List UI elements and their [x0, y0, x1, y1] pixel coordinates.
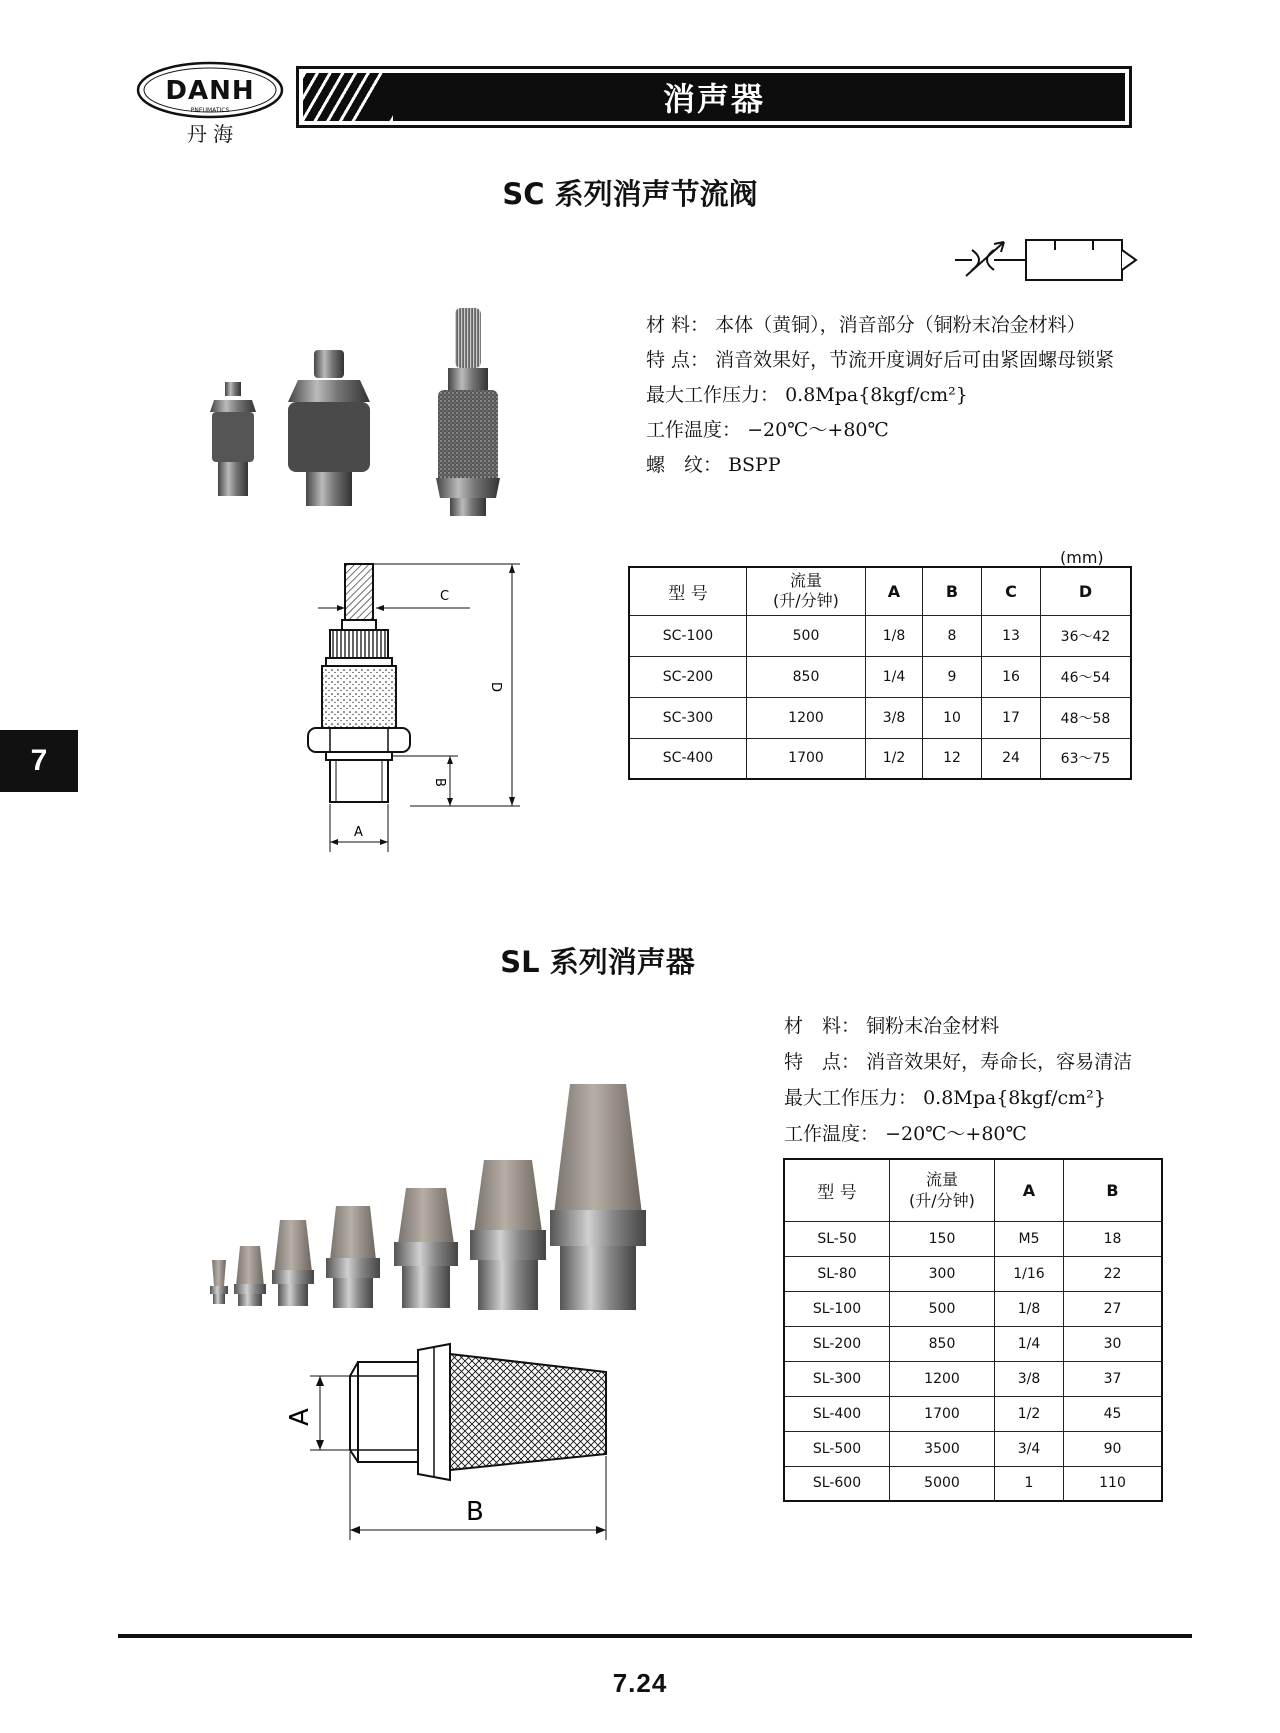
table-row: SL-50 150 M5 18: [784, 1221, 1162, 1256]
sl-spec-features: 特 点： 消音效果好，寿命长，容易清洁: [784, 1051, 1133, 1073]
table-row: SC-300 1200 3/8 10 17 48～58: [629, 697, 1131, 738]
sc-product-photos: [200, 300, 560, 525]
table-row: SL-100 500 1/8 27: [784, 1291, 1162, 1326]
title-banner: [296, 66, 1132, 128]
table-row: SC-100 500 1/8 8 13 36～42: [629, 615, 1131, 656]
sl-spec-max-pressure: 最大工作压力： 0.8Mpa{8kgf/cm²}: [784, 1087, 1106, 1109]
svg-text:D: D: [488, 682, 503, 693]
sl-section-title: SL 系列消声器: [500, 945, 695, 979]
logo-chinese-name: 丹 海: [186, 122, 234, 146]
sl-spec-material: 材 料： 铜粉末冶金材料: [784, 1015, 1000, 1037]
svg-text:B: B: [432, 778, 447, 787]
table-row: SL-500 3500 3/4 90: [784, 1431, 1162, 1466]
sc-unit-label: (mm): [1060, 548, 1104, 567]
sl-spec-list: [784, 1008, 1132, 1152]
sl-spec-table: [783, 1158, 1163, 1502]
sc-section-title: SC 系列消声节流阀: [502, 177, 758, 211]
svg-text:B: B: [466, 1497, 484, 1527]
brand-logo: [135, 60, 285, 146]
svg-text:A: A: [285, 1408, 315, 1426]
sc-spec-thread: 螺 纹： BSPP: [646, 454, 781, 476]
page-title: 消声器: [662, 80, 765, 118]
table-row: SL-200 850 1/4 30: [784, 1326, 1162, 1361]
chapter-tab: 7: [0, 730, 78, 792]
table-row: SC-400 1700 1/2 12 24 63～75: [629, 738, 1131, 779]
logo-subtext: PNEUMATICS: [190, 107, 230, 114]
sc-spec-temperature: 工作温度： −20℃～+80℃: [646, 419, 889, 441]
sc-spec-max-pressure: 最大工作压力： 0.8Mpa{8kgf/cm²}: [646, 384, 968, 406]
table-row: SL-300 1200 3/8 37: [784, 1361, 1162, 1396]
page-number: 7.24: [612, 1668, 668, 1698]
sl-dimension-drawing: [285, 1340, 630, 1575]
sc-spec-features: 特 点： 消音效果好，节流开度调好后可由紧固螺母锁紧: [646, 349, 1115, 371]
sc-spec-table: [628, 566, 1132, 780]
svg-text:C: C: [440, 589, 450, 604]
table-row: SL-400 1700 1/2 45: [784, 1396, 1162, 1431]
sc-spec-material: 材 料： 本体（黄铜），消音部分（铜粉末冶金材料）: [646, 314, 1086, 336]
table-header-row: 型 号 流量 (升/分钟) A B C D: [629, 567, 1131, 615]
footer-divider: [118, 1634, 1192, 1638]
table-header-row: 型 号 流量 (升/分钟) A B: [784, 1159, 1162, 1221]
sl-spec-temperature: 工作温度： −20℃～+80℃: [784, 1123, 1027, 1145]
sl-product-photos: [200, 1064, 680, 1329]
table-row: SC-200 850 1/4 9 16 46～54: [629, 656, 1131, 697]
sc-spec-list: [646, 308, 1114, 483]
logo-wordmark: DANH: [165, 76, 255, 106]
table-row: SL-80 300 1/16 22: [784, 1256, 1162, 1291]
sc-dimension-drawing: [300, 548, 530, 873]
table-row: SL-600 5000 1 110: [784, 1466, 1162, 1501]
svg-text:A: A: [354, 825, 363, 840]
throttle-valve-symbol: [950, 232, 1140, 293]
